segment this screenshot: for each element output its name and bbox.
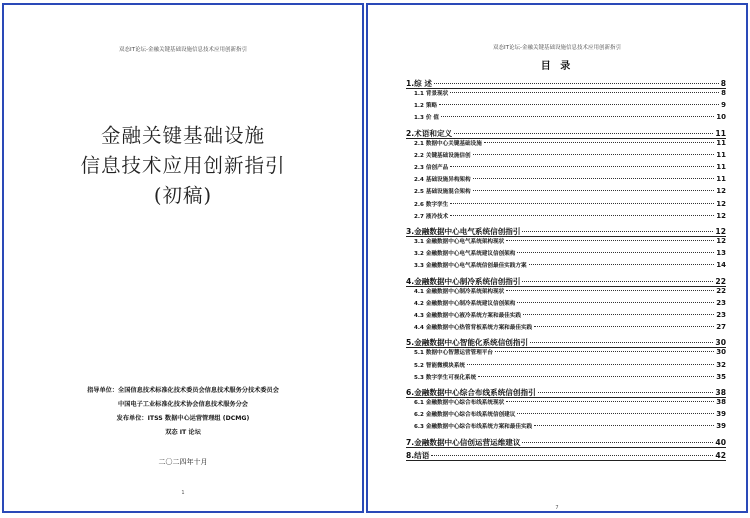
toc-dot-leader xyxy=(534,326,714,327)
toc-entry-page-number: 23 xyxy=(716,311,726,319)
cover-date: 二〇二四年十月 xyxy=(158,458,208,466)
toc-section-entry[interactable] xyxy=(414,151,726,159)
toc-dot-leader xyxy=(522,281,713,282)
toc-section-entry[interactable] xyxy=(414,410,726,418)
toc-entry-title: 4.1 金融数据中心制冷系统架构现状 xyxy=(414,288,505,295)
toc-section-entry[interactable] xyxy=(414,361,726,369)
cover-page xyxy=(2,3,364,513)
toc-dot-leader xyxy=(534,425,714,426)
toc-list xyxy=(368,5,746,511)
toc-entry-title: 2.4 基础设施异构架构 xyxy=(414,177,471,184)
toc-entry-title: 4.3 金融数据中心液冷系统方案和最佳实践 xyxy=(414,313,521,319)
toc-entry-page-number: 12 xyxy=(716,211,726,220)
toc-entry-title: 3.1 金融数据中心电气系统架构现状 xyxy=(414,239,505,245)
toc-entry-page-number: 22 xyxy=(715,276,726,286)
toc-entry-page-number: 9 xyxy=(721,101,726,110)
toc-dot-leader xyxy=(450,215,714,216)
toc-dot-leader xyxy=(450,92,719,93)
toc-section-entry[interactable] xyxy=(414,212,726,220)
toc-entry-title: 2.5 基础设施混合架构 xyxy=(414,189,471,196)
toc-entry-title: 6.金融数据中心综合布线系统信创指引 xyxy=(406,388,536,397)
toc-dot-leader xyxy=(450,203,714,204)
guiding-unit-line-1: 指导单位：全国信息技术标准化技术委员会信息技术服务分技术委员会 xyxy=(87,387,279,394)
toc-dot-leader xyxy=(473,190,715,191)
toc-section-entry[interactable] xyxy=(414,139,726,147)
toc-entry-page-number: 8 xyxy=(720,79,726,88)
cover-title-line-2: 信息技术应用创新指引 xyxy=(80,154,286,177)
toc-entry-page-number: 38 xyxy=(716,398,726,406)
toc-entry-page-number: 42 xyxy=(715,450,726,460)
toc-dot-leader xyxy=(538,392,714,393)
toc-dot-leader xyxy=(523,314,714,315)
toc-section-entry[interactable] xyxy=(414,323,726,331)
toc-entry-page-number: 10 xyxy=(716,113,726,122)
toc-entry-page-number: 12 xyxy=(716,199,726,208)
toc-entry-page-number: 32 xyxy=(716,360,726,369)
toc-entry-title: 3.3 金融数据中心电气系统信创最佳实践方案 xyxy=(414,263,527,270)
toc-dot-leader xyxy=(495,351,714,352)
toc-dot-leader xyxy=(522,231,713,232)
toc-section-entry[interactable] xyxy=(414,398,726,406)
toc-dot-leader xyxy=(506,401,714,402)
toc-entry-page-number: 12 xyxy=(715,227,726,236)
toc-entry-page-number: 11 xyxy=(716,163,726,171)
guiding-unit-line-2: 中国电子工业标准化技术协会信息技术服务分会 xyxy=(118,401,248,408)
toc-entry-page-number: 27 xyxy=(716,323,726,332)
toc-entry-title: 3.2 金融数据中心电气系统建议信创架构 xyxy=(414,251,516,258)
toc-entry-title: 2.术语和定义 xyxy=(406,128,453,138)
toc-entry-title: 2.6 数字孪生 xyxy=(414,201,449,208)
toc-entry-title: 2.7 液冷技术 xyxy=(414,213,449,220)
toc-section-entry[interactable] xyxy=(414,261,726,269)
toc-dot-leader xyxy=(517,302,714,303)
toc-title: 目 录 xyxy=(540,61,574,72)
toc-entry-page-number: 14 xyxy=(716,261,726,270)
toc-dot-leader xyxy=(522,442,713,443)
toc-entry-title: 5.1 数据中心智慧运营管理平台 xyxy=(414,350,493,357)
toc-entry-page-number: 39 xyxy=(716,422,726,431)
toc-entry-title: 6.3 金融数据中心综合布线系统方案和最佳实践 xyxy=(414,424,533,431)
toc-dot-leader xyxy=(439,104,719,105)
toc-entry-page-number: 38 xyxy=(715,388,726,397)
toc-entry-title: 3.金融数据中心电气系统信创指引 xyxy=(406,227,521,236)
toc-dot-leader xyxy=(434,83,719,84)
toc-entry-page-number: 39 xyxy=(716,410,726,419)
toc-section-entry[interactable] xyxy=(414,422,726,430)
toc-dot-leader xyxy=(431,455,713,456)
toc-entry-title: 1.1 背景现状 xyxy=(414,91,449,97)
toc-dot-leader xyxy=(454,133,713,134)
toc-entry-title: 5.2 智能微模块系统 xyxy=(414,362,466,369)
toc-entry-page-number: 30 xyxy=(716,348,726,357)
toc-dot-leader xyxy=(473,154,715,155)
toc-section-entry[interactable] xyxy=(414,249,726,257)
toc-entry-page-number: 11 xyxy=(716,138,726,147)
toc-dot-leader xyxy=(450,166,714,167)
toc-section-entry[interactable] xyxy=(414,348,726,356)
toc-entry-title: 5.3 数字孪生可视化系统 xyxy=(414,374,477,381)
toc-section-entry[interactable] xyxy=(414,187,726,195)
toc-entry-title: 1.2 策略 xyxy=(414,103,438,110)
toc-section-entry[interactable] xyxy=(414,373,726,381)
toc-entry-title: 2.3 信创产品 xyxy=(414,165,449,171)
toc-page-header: 双态IT论坛-金融关键基础设施信息技术应用创新指引 xyxy=(493,45,621,51)
toc-entry-page-number: 11 xyxy=(715,128,726,138)
publisher-line: 发布单位：ITSS 数据中心运营管理组 (DCMG) xyxy=(116,415,250,422)
toc-entry-page-number: 30 xyxy=(715,338,726,348)
toc-entry-title: 4.金融数据中心制冷系统信创指引 xyxy=(406,276,521,286)
toc-chapter-underline xyxy=(406,447,726,448)
toc-entry-title: 1.综 述 xyxy=(406,79,432,88)
toc-entry-title: 1.3 价 值 xyxy=(414,115,439,122)
toc-entry-page-number: 8 xyxy=(721,89,726,97)
toc-entry-title: 6.1 金融数据中心综合布线系统现状 xyxy=(414,400,505,406)
toc-entry-title: 2.2 关键基础设施信创 xyxy=(414,152,471,159)
toc-entry-page-number: 11 xyxy=(716,175,726,184)
toc-dot-leader xyxy=(529,264,715,265)
toc-section-entry[interactable] xyxy=(414,89,726,97)
toc-dot-leader xyxy=(473,178,715,179)
toc-dot-leader xyxy=(467,364,714,365)
toc-entry-title: 2.1 数据中心关键基础设施 xyxy=(414,140,482,147)
toc-entry-page-number: 22 xyxy=(716,286,726,295)
toc-page-number: 7 xyxy=(555,505,559,511)
cover-title-line-1: 金融关键基础设施 xyxy=(100,124,265,147)
toc-entry-title: 7.金融数据中心信创运营运维建议 xyxy=(406,437,521,447)
toc-entry-title: 4.2 金融数据中心制冷系统建议信创架构 xyxy=(414,300,516,307)
toc-entry-page-number: 11 xyxy=(716,150,726,159)
toc-entry-page-number: 40 xyxy=(715,437,726,447)
toc-section-entry[interactable] xyxy=(414,101,726,109)
toc-chapter-underline xyxy=(406,460,726,461)
toc-entry-page-number: 12 xyxy=(716,187,726,196)
forum-line: 双态 IT 论坛 xyxy=(165,429,201,436)
toc-page xyxy=(366,3,748,513)
toc-dot-leader xyxy=(517,413,714,414)
toc-dot-leader xyxy=(441,116,714,117)
toc-entry-title: 6.2 金融数据中心综合布线系统信创建议 xyxy=(414,412,516,419)
toc-entry-title: 4.4 金融数据中心热管背板系统方案和最佳实践 xyxy=(414,325,533,332)
toc-entry-title: 5.金融数据中心智能化系统信创指引 xyxy=(406,338,529,348)
cover-title-line-3: (初稿) xyxy=(153,184,213,207)
toc-dot-leader xyxy=(484,142,714,143)
toc-entry-page-number: 12 xyxy=(716,237,726,245)
toc-entry-page-number: 13 xyxy=(716,249,726,258)
toc-section-entry[interactable] xyxy=(414,311,726,319)
toc-entry-page-number: 23 xyxy=(716,298,726,307)
toc-section-entry[interactable] xyxy=(414,237,726,245)
toc-dot-leader xyxy=(506,290,714,291)
cover-page-number: 1 xyxy=(181,490,185,496)
toc-section-entry[interactable] xyxy=(414,163,726,171)
toc-section-entry[interactable] xyxy=(414,175,726,183)
toc-section-entry[interactable] xyxy=(414,299,726,307)
toc-dot-leader xyxy=(506,240,714,241)
toc-section-entry[interactable] xyxy=(414,287,726,295)
toc-section-entry[interactable] xyxy=(414,113,726,121)
toc-section-entry[interactable] xyxy=(414,200,726,208)
toc-entry-page-number: 35 xyxy=(716,372,726,381)
cover-header: 双态IT论坛-金融关键基础设施信息技术应用创新指引 xyxy=(119,47,247,53)
toc-dot-leader xyxy=(517,252,714,253)
toc-dot-leader xyxy=(478,376,714,377)
toc-dot-leader xyxy=(530,342,713,343)
toc-entry-title: 8.结语 xyxy=(406,450,430,460)
